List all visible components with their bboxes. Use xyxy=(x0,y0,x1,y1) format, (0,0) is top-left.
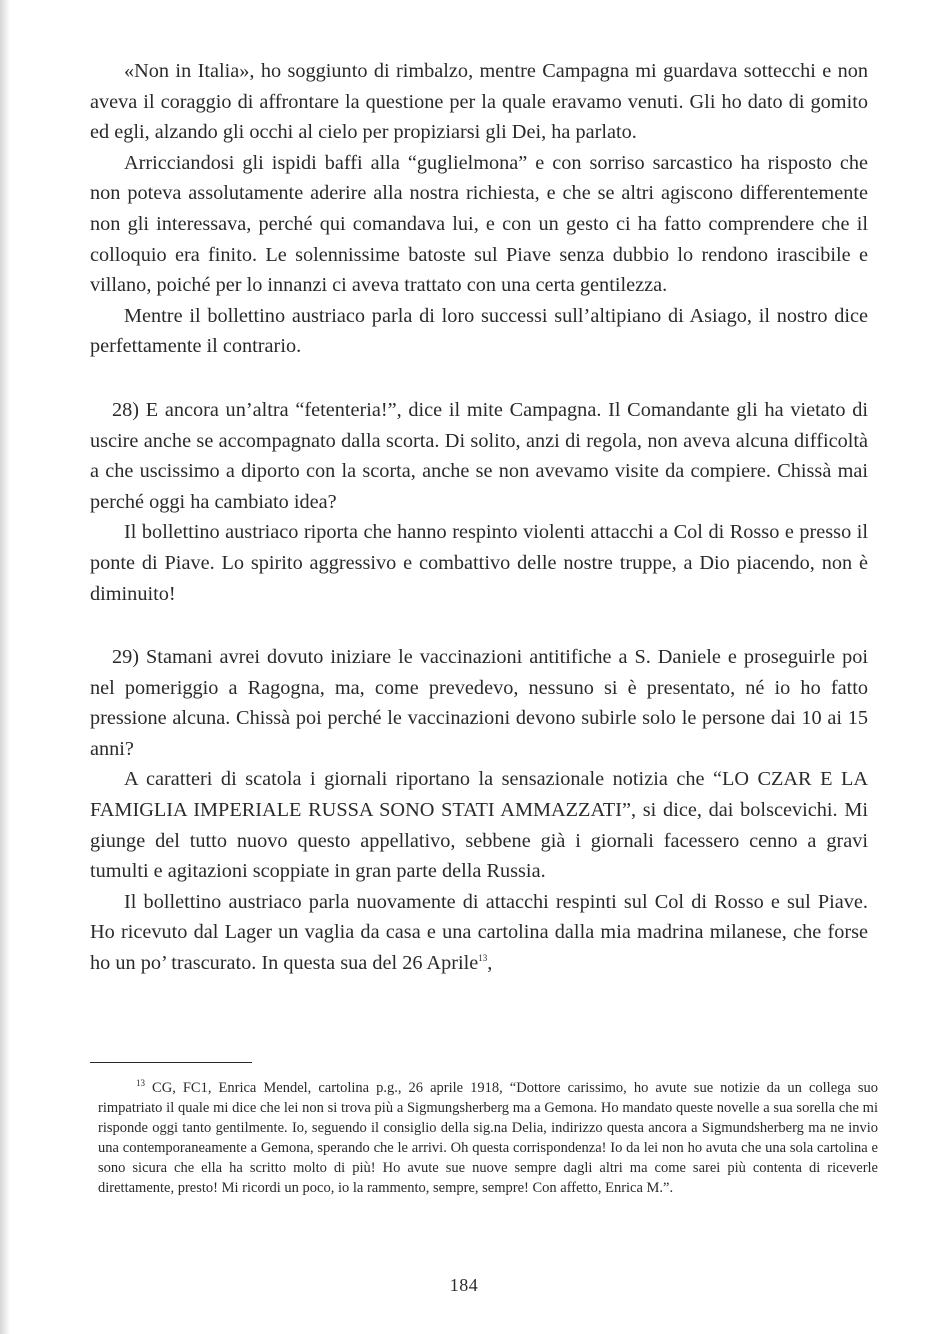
footnote-marker: 13 xyxy=(136,1078,145,1089)
paragraph-tail: , xyxy=(487,952,493,975)
paragraph: A caratteri di scatola i giornali riportano la sensazionale notizia che “LO CZAR E LA FAMIGLIA IMPERIALE RUSSA SONO STATI AMMAZZATI”, si dice, dai bolscevichi. Mi giunge del tutto nuovo questo appellativo, sebbene già i giornali facessero cenno a gravi tumulti e agitazioni scoppiate in gran parte della Russia. xyxy=(90,768,868,883)
footnote xyxy=(98,1078,878,1198)
diary-entry-28: 28) E ancora un’altra “fetenteria!”, dice il mite Campagna. Il Comandante gli ha vietato di uscire anche se accompagnato dalla scorta. Di solito, anzi di regola, non aveva alcuna difficoltà a che uscissimo a diporto con la scorta, anche se non avevamo visite da compiere. Chissà mai perché oggi ha cambiato idea? xyxy=(90,398,868,513)
footnote-separator xyxy=(90,1062,252,1063)
body-text xyxy=(90,56,868,979)
diary-entry-29: 29) Stamani avrei dovuto iniziare le vaccinazioni antitifiche a S. Daniele e proseguirle poi nel pomeriggio a Ragogna, ma, come prevedevo, nessuno si è presentato, né io ho fatto pressione alcuna. Chissà poi perché le vaccinazioni devono subirle solo le persone dai 10 ai 15 anni? xyxy=(90,646,868,760)
paragraph-text: Il bollettino austriaco parla nuovamente di attacchi respinti sul Col di Rosso e sul Piave. Ho ricevuto dal Lager un vaglia da casa e una cartolina dalla mia madrina milanese, che forse ho un po’ trascurato. In questa sua del 26 Aprile xyxy=(90,890,868,975)
paragraph: Il bollettino austriaco riporta che hanno respinto violenti attacchi a Col di Rosso e presso il ponte di Piave. Lo spirito aggressivo e combattivo delle nostre truppe, a Dio piacendo, non è diminuito! xyxy=(90,521,868,605)
paragraph-with-note xyxy=(90,887,868,979)
paragraph: Arricciandosi gli ispidi baffi alla “guglielmona” e con sorriso sarcastico ha risposto che non poteva assolutamente aderire alla nostra richiesta, e che se altri agiscono differentemente non gli interessava, perché qui comandava lui, e con un gesto ci ha fatto comprendere che il colloquio era finito. Le solennissime batoste sul Piave senza dubbio lo rendono irascibile e villano, poiché per lo innanzi ci aveva trattato con una certa gentilezza. xyxy=(90,151,868,297)
footnote-reference[interactable]: 13 xyxy=(478,953,488,964)
page-number: 184 xyxy=(449,1275,479,1295)
footnote-text: CG, FC1, Enrica Mendel, cartolina p.g., 26 aprile 1918, “Dottore carissimo, ho avute sue notizie da un collega suo rimpatriato il quale mi dice che lei non si trova più a Sigmungsherberg ma a Gemona. Ho mandato queste novelle a sua sorella che mi risponde oggi tanto gentilmente. Io, seguendo il consiglio della sig.na Delia, indirizzo questa ancora a Sigmundsherberg ma ne invio una contemporaneamente a Gemona, sperando che le arrivi. Oh questa corrispondenza! Io da lei non ho avuta che una sola cartolina e sono sicura che ella ha scritto molto di più! Ho avute sue nuove sempre dagli altri ma come sarei più contenta di riceverle direttamente, presto! Mi ricordi un poco, io la rammento, sempre, sempre! Con affetto, Enrica M.”. xyxy=(98,1080,878,1196)
paragraph: Mentre il bollettino austriaco parla di loro successi sull’altipiano di Asiago, il nostro dice perfettamente il contrario. xyxy=(90,304,868,358)
paragraph: «Non in Italia», ho soggiunto di rimbalzo, mentre Campagna mi guardava sottecchi e non aveva il coraggio di affrontare la questione per la quale eravamo venuti. Gli ho dato di gomito ed egli, alzando gli occhi al cielo per propiziarsi gli Dei, ha parlato. xyxy=(90,60,868,144)
page-edge-shadow xyxy=(0,0,10,1334)
